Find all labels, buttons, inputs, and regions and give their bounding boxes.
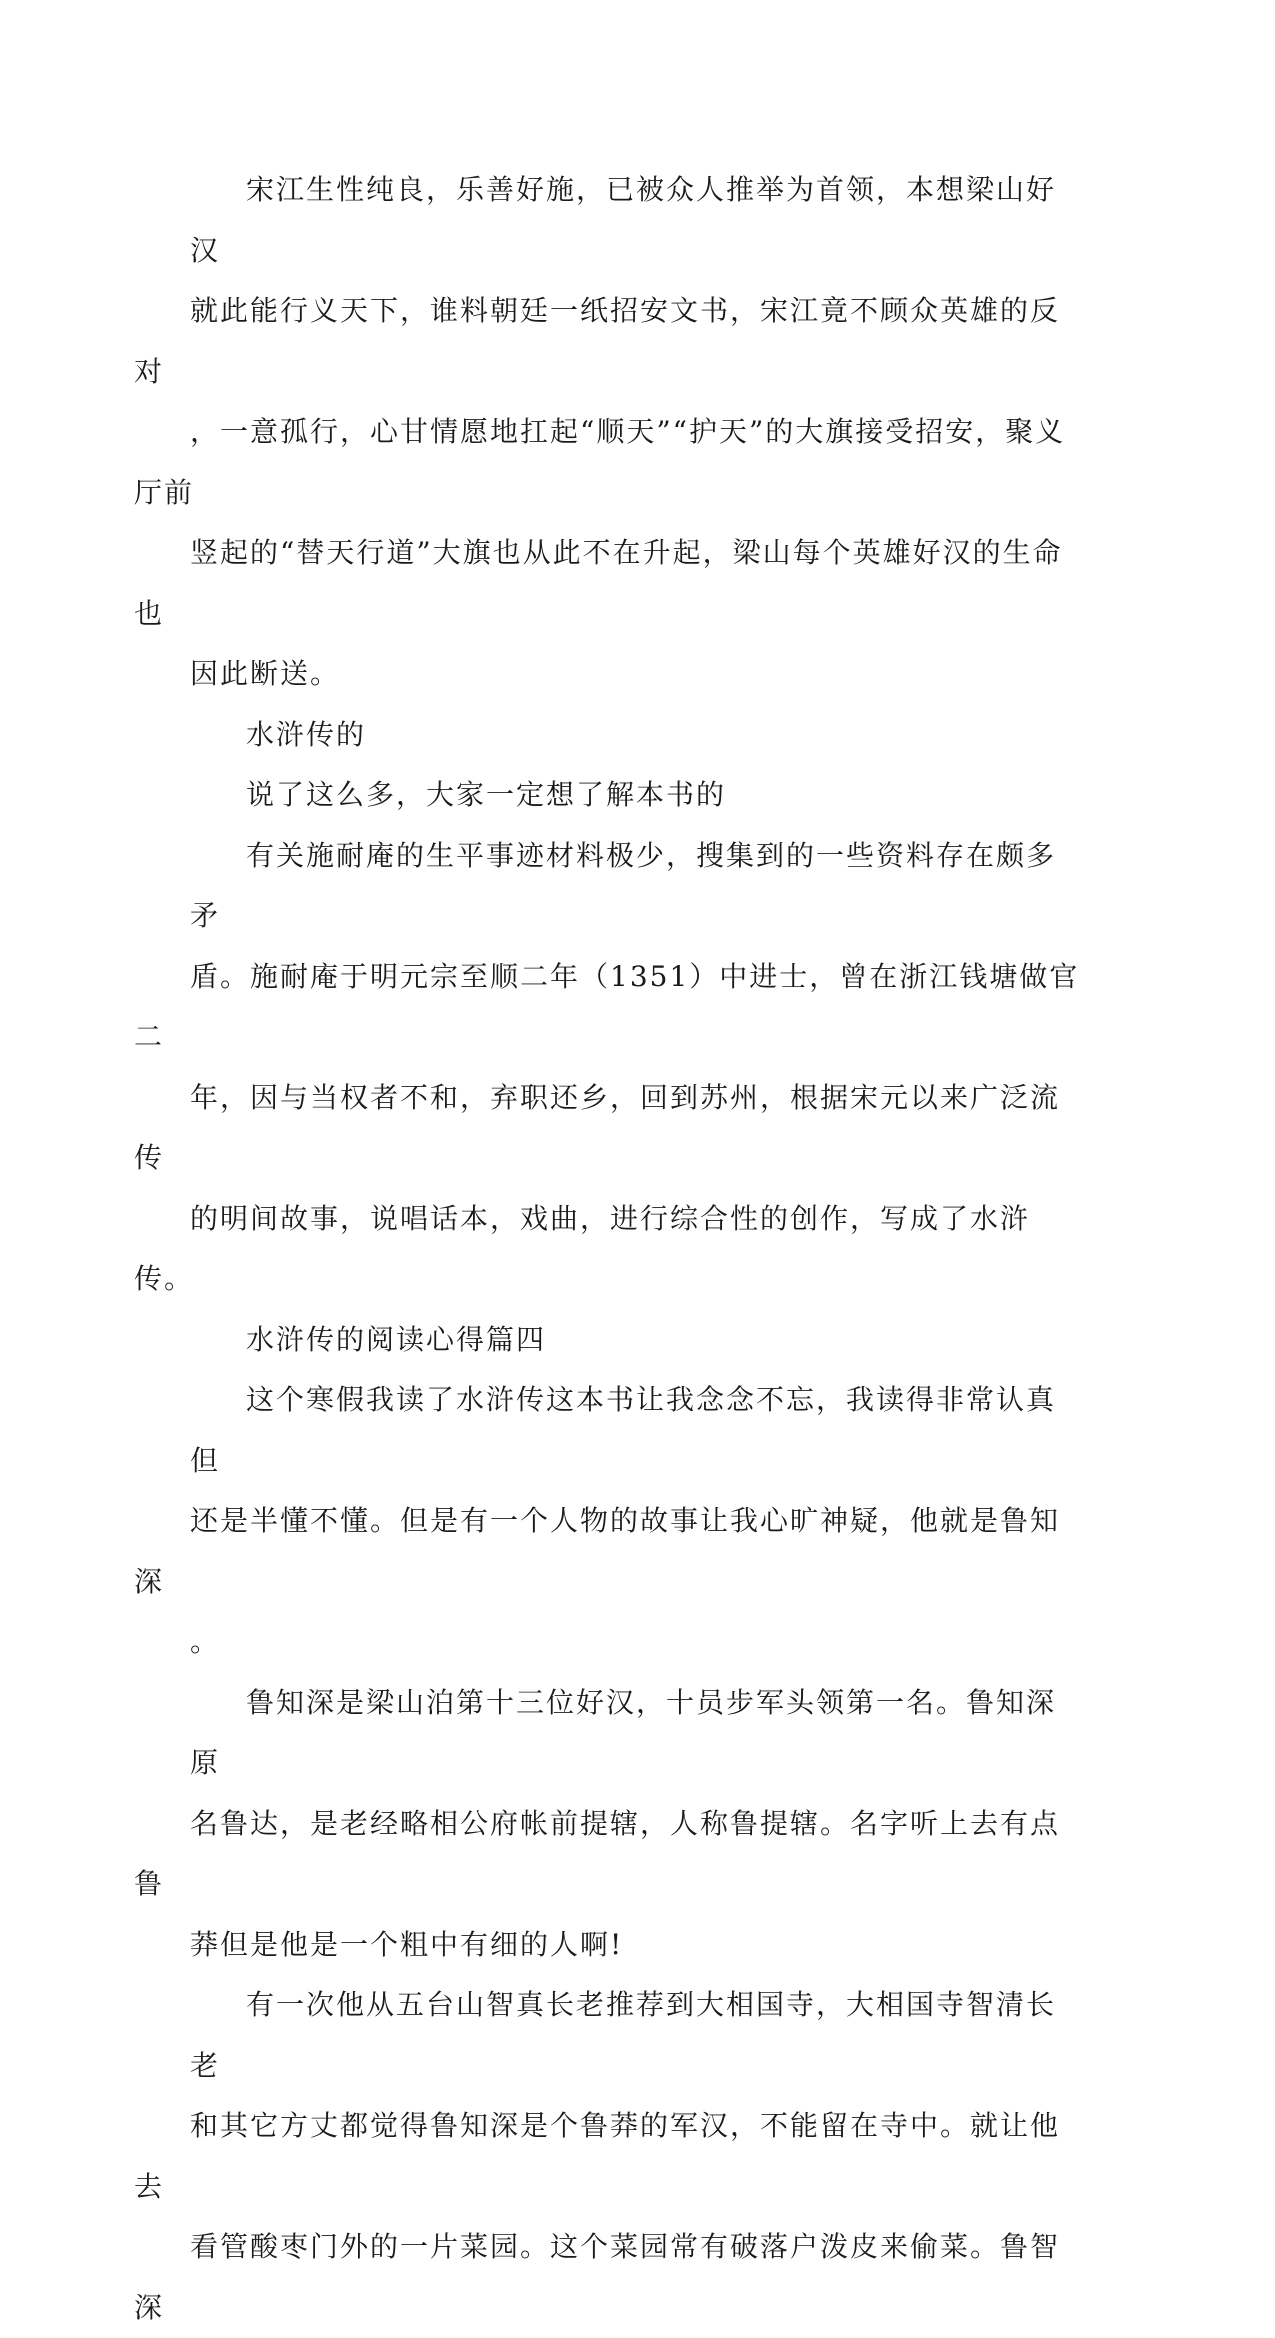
text-line: 盾。施耐庵于明元宗至顺二年（1351）中进士，曾在浙江钱塘做官二 — [134, 959, 1080, 1053]
section-heading: 水浒传的阅读心得篇四 — [246, 1322, 547, 1356]
text-line: 水浒传的 — [246, 717, 367, 751]
paragraph-luzhishen — [134, 1673, 1080, 1976]
paragraph-heading-shuihuzhuan — [190, 705, 1080, 766]
text-line: 。 — [190, 1625, 221, 1658]
text-line: 竖起的“替天行道”大旗也从此不在升起，梁山每个英雄好汉的生命也 — [134, 536, 1063, 630]
document-body — [134, 160, 1080, 2338]
text-line: 的明间故事，说唱话本，戏曲，进行综合性的创作，写成了水浒传。 — [134, 1201, 1031, 1295]
text-line: 看管酸枣门外的一片菜园。这个菜园常有破落户泼皮来偷菜。鲁智深 — [134, 2230, 1061, 2324]
text-line: ，一意孤行，心甘情愿地扛起“顺天”“护天”的大旗接受招安，聚义厅前 — [134, 415, 1066, 509]
text-line: 这个寒假我读了水浒传这本书让我念念不忘，我读得非常认真但 — [190, 1383, 1057, 1477]
paragraph-author — [134, 826, 1080, 1310]
text-line: 莽但是他是一个粗中有细的人啊! — [190, 1927, 624, 1961]
paragraph-songjiang — [134, 160, 1080, 705]
text-line: 还是半懂不懂。但是有一个人物的故事让我心旷神疑，他就是鲁知深 — [134, 1504, 1061, 1598]
paragraph-vegetable-garden — [134, 1975, 1080, 2338]
paragraph-winter-break — [134, 1370, 1080, 1673]
text-line: 鲁知深是梁山泊第十三位好汉，十员步军头领第一名。鲁知深原 — [190, 1685, 1057, 1779]
text-line: 宋江生性纯良，乐善好施，已被众人推举为首领，本想梁山好汉 — [190, 173, 1057, 267]
text-line: 说了这么多，大家一定想了解本书的 — [246, 778, 727, 811]
paragraph-intro — [190, 765, 1080, 826]
text-line: 名鲁达，是老经略相公府帐前提辖，人称鲁提辖。名字听上去有点鲁 — [134, 1806, 1061, 1900]
text-line: 和其它方丈都觉得鲁知深是个鲁莽的军汉，不能留在寺中。就让他去 — [134, 2109, 1061, 2203]
paragraph-section-title — [190, 1310, 1080, 1371]
text-line: 有关施耐庵的生平事迹材料极少，搜集到的一些资料存在颇多矛 — [190, 838, 1057, 932]
text-line: 因此断送。 — [190, 657, 341, 690]
text-line: 有一次他从五台山智真长老推荐到大相国寺，大相国寺智清长老 — [190, 1988, 1057, 2082]
text-line: 年，因与当权者不和，弃职还乡，回到苏州，根据宋元以来广泛流传 — [134, 1080, 1061, 1174]
text-line: 就此能行义天下，谁料朝廷一纸招安文书，宋江竟不顾众英雄的反对 — [134, 294, 1061, 388]
